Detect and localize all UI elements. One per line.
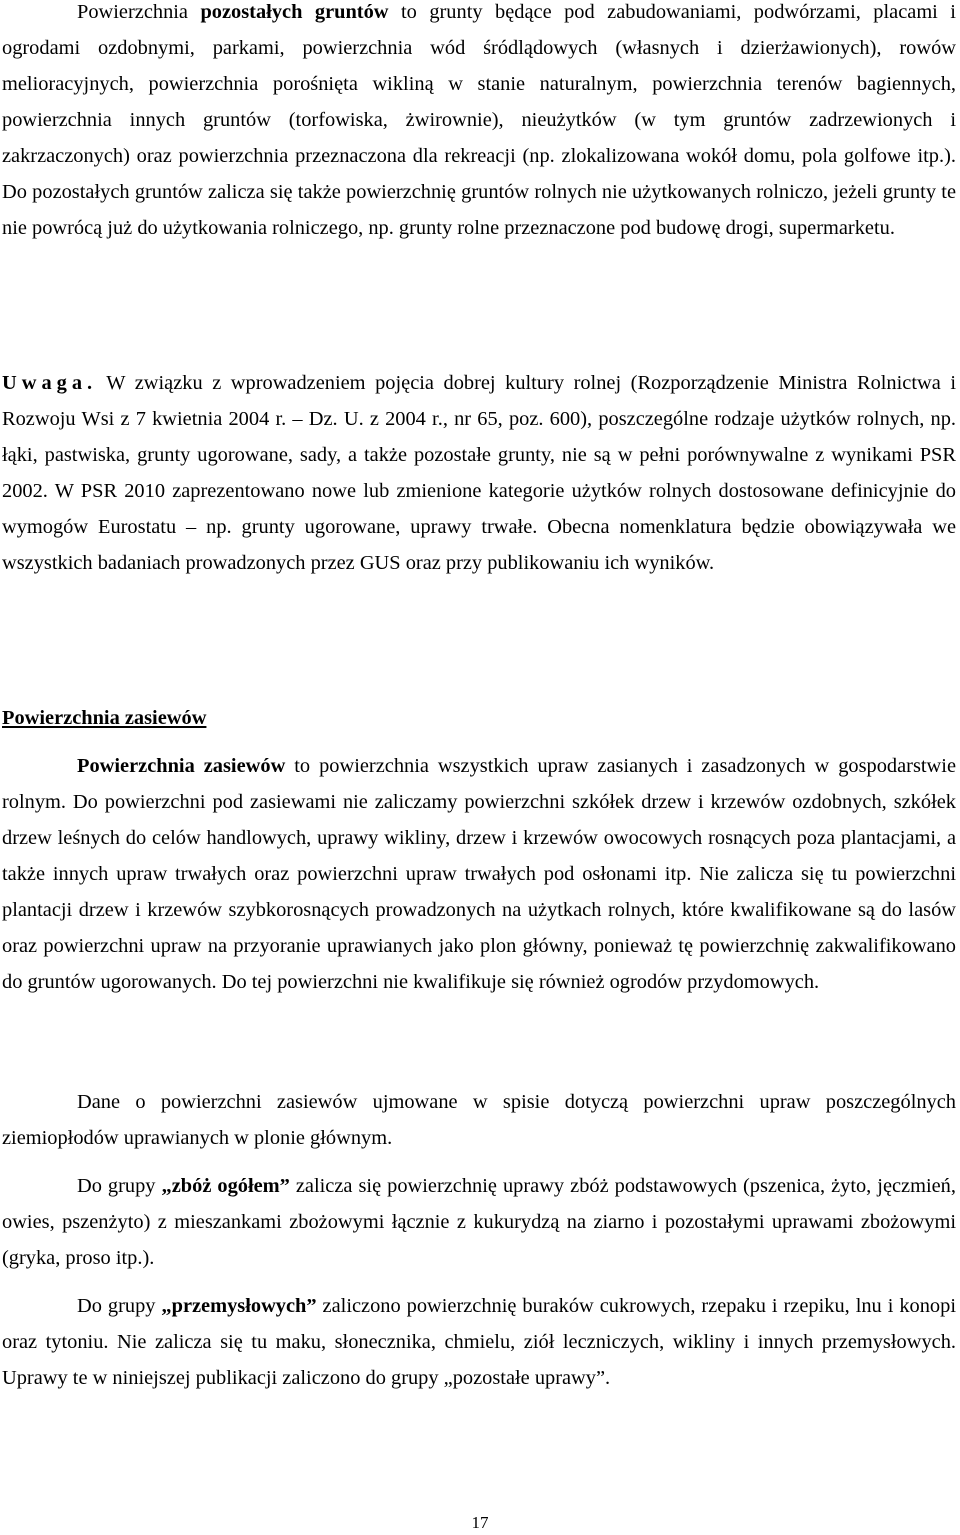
paragraph-sown-area-definition	[2, 748, 956, 1000]
paragraph-cereals-group	[2, 1168, 956, 1276]
paragraph-sown-area-body: to powierzchnia wszystkich upraw zasianych i zasadzonych w gospodarstwie rolnym. Do powierzchni pod zasiewami nie zaliczamy powierzchni szkółek drzew i krzewów ozdobnych, szkółek drzew leśnych do celów handlowych, uprawy wikliny, drzew i krzewów owocowych rosnących poza plantacjami, a także innych upraw trwałych oraz powierzchni upraw trwałych pod osłonami itp. Nie zalicza się tu powierzchni plantacji drzew i krzewów szybkorosnących prowadzonych na użytkach rolnych, które kwalifikowane są do lasów oraz powierzchni upraw na przyoranie uprawianych jako plon główny, ponieważ tę powierzchnię zakwalifikowano do gruntów ugorowanych. Do tej powierzchni nie kwalifikuje się również ogrodów przydomowych.	[2, 755, 956, 993]
term-sown-area: Powierzchnia zasiewów	[77, 755, 286, 777]
paragraph-industrial-lead: Do grupy	[77, 1295, 162, 1317]
paragraph-industrial-body: zaliczono powierzchnię buraków cukrowych, rzepaku i rzepiku, lnu i konopi oraz tytoniu. Nie zalicza się tu maku, słonecznika, chmielu, ziół leczniczych, wikliny i innych przemysłowych. Uprawy te w niniejszej publikacji zaliczono do grupy „pozostałe uprawy”.	[2, 1295, 956, 1389]
term-industrial-crops: „przemysłowych”	[161, 1295, 317, 1317]
paragraph-cereals-lead: Do grupy	[77, 1175, 162, 1197]
section-heading-sown-area: Powierzchnia zasiewów	[2, 707, 207, 729]
page-number: 17	[471, 1513, 489, 1532]
note-label: Uwaga.	[2, 372, 98, 394]
note-paragraph	[2, 365, 956, 581]
note-text: W związku z wprowadzeniem pojęcia dobrej kultury rolnej (Rozporządzenie Ministra Rolnictwa i Rozwoju Wsi z 7 kwietnia 2004 r. – Dz. U. z 2004 r., nr 65, poz. 600), poszczególne rodzaje użytków rolnych, np. łąki, pastwiska, grunty ugorowane, sady, a także pozostałe grunty, nie są w pełni porównywalne z wynikami PSR 2002. W PSR 2010 zaprezentowano nowe lub zmienione kategorie użytków rolnych dostosowane definicyjnie do wymogów Eurostatu – np. grunty ugorowane, uprawy trwałe. Obecna nomenklatura będzie obowiązywała we wszystkich badaniach prowadzonych przez GUS oraz przy publikowaniu ich wyników.	[2, 372, 956, 574]
term-other-land: pozostałych gruntów	[200, 1, 389, 23]
paragraph-census-data: Dane o powierzchni zasiewów ujmowane w spisie dotyczą powierzchni upraw poszczególnych ziemiopłodów uprawianych w plonie głównym.	[2, 1091, 956, 1149]
term-cereals-total: „zbóż ogółem”	[161, 1175, 290, 1197]
paragraph-other-land	[2, 0, 956, 246]
paragraph-other-land-body: to grunty będące pod zabudowaniami, podwórzami, placami i ogrodami ozdobnymi, parkami, powierzchnia wód śródlądowych (własnych i dzierżawionych), rowów melioracyjnych, powierzchnia porośnięta wikliną w stanie naturalnym, powierzchnia terenów bagiennych, powierzchnia innych gruntów (torfowiska, żwirownie), nieużytków (w tym gruntów zadrzewionych i zakrzaczonych) oraz powierzchnia przeznaczona dla rekreacji (np. zlokalizowana wokół domu, pola golfowe itp.). Do pozostałych gruntów zalicza się także powierzchnię gruntów rolnych nie użytkowanych rolniczo, jeżeli grunty te nie powrócą już do użytkowania rolniczego, np. grunty rolne przeznaczone pod budowę drogi, supermarketu.	[2, 1, 956, 239]
paragraph-other-land-lead: Powierzchnia	[77, 1, 201, 23]
paragraph-industrial-group	[2, 1288, 956, 1396]
paragraph-cereals-body: zalicza się powierzchnię uprawy zbóż podstawowych (pszenica, żyto, jęczmień, owies, pszenżyto) z mieszankami zbożowymi łącznie z kukurydzą na ziarno i pozostałymi uprawami zbożowymi (gryka, proso itp.).	[2, 1175, 956, 1269]
